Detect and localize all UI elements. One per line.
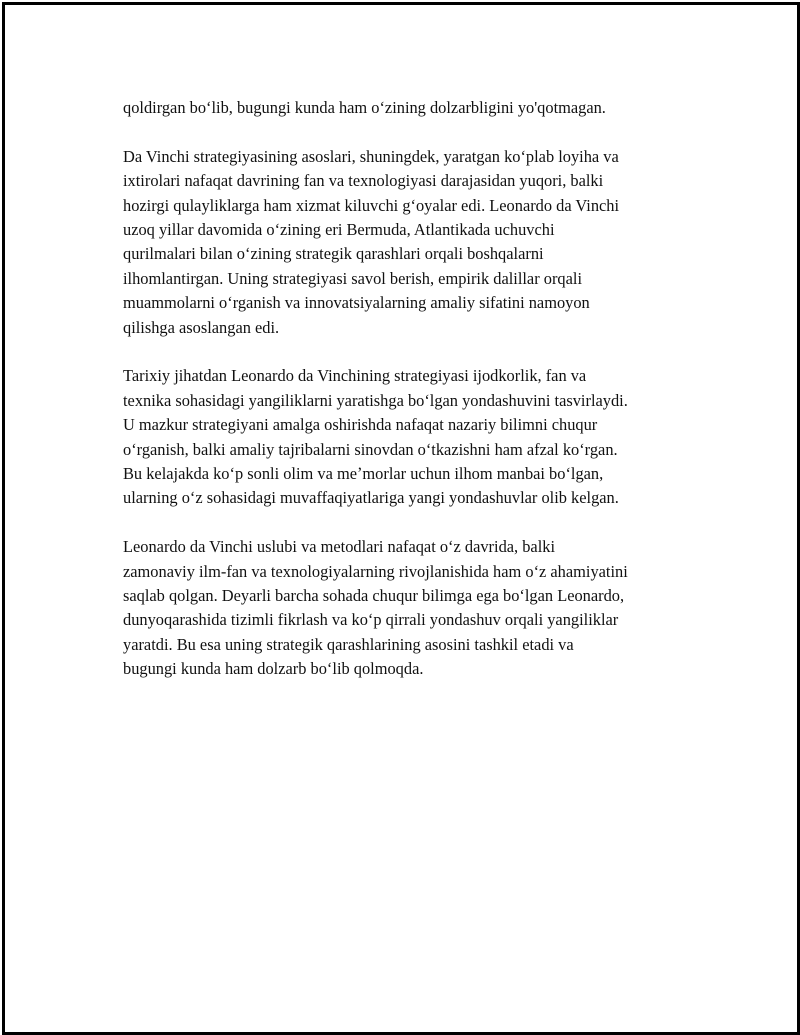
text-line: dunyoqarashida tizimli fikrlash va koʻp qirrali yondashuv orqali yangiliklar [123, 610, 619, 630]
text-line: U mazkur strategiyani amalga oshirishda nafaqat nazariy bilimni chuqur [123, 415, 598, 435]
paragraph-2 [123, 145, 703, 340]
document-body [123, 96, 703, 706]
paragraph-3 [123, 364, 703, 510]
text-line: bugungi kunda ham dolzarb boʻlib qolmoqda. [123, 659, 424, 679]
text-line: muammolarni oʻrganish va innovatsiyalarning amaliy sifatini namoyon [123, 293, 590, 313]
text-line: zamonaviy ilm-fan va texnologiyalarning rivojlanishida ham oʻz ahamiyatini [123, 561, 628, 581]
text-line: hozirgi qulayliklarga ham xizmat kiluvchi gʻoyalar edi. Leonardo da Vinchi [123, 195, 620, 215]
text-line: Da Vinchi strategiyasining asoslari, shuningdek, yaratgan koʻplab loyiha va [123, 146, 619, 166]
page-frame [2, 2, 800, 1035]
text-line: texnika sohasidagi yangiliklarni yaratishga boʻlgan yondashuvini tasvirlaydi. [123, 390, 628, 410]
text-line: ularning oʻz sohasidagi muvaffaqiyatlariga yangi yondashuvlar olib kelgan. [123, 488, 619, 508]
text-line: Tarixiy jihatdan Leonardo da Vinchining strategiyasi ijodkorlik, fan va [123, 366, 587, 386]
text-line: uzoq yillar davomida oʻzining eri Bermuda, Atlantikada uchuvchi [123, 220, 555, 240]
paragraph-1 [123, 96, 703, 120]
text-line: Bu kelajakda koʻp sonli olim va meʼmorlar uchun ilhom manbai boʻlgan, [123, 464, 604, 484]
text-line: ixtirolari nafaqat davrining fan va texnologiyasi darajasidan yuqori, balki [123, 171, 604, 191]
text-line: oʻrganish, balki amaliy tajribalarni sinovdan oʻtkazishni ham afzal koʻrgan. [123, 439, 618, 459]
text-line: Leonardo da Vinchi uslubi va metodlari nafaqat oʻz davrida, balki [123, 537, 556, 557]
text-line: ilhomlantirgan. Uning strategiyasi savol berish, empirik dalillar orqali [123, 268, 582, 288]
paragraph-4 [123, 535, 703, 681]
text-line: qoldirgan boʻlib, bugungi kunda ham oʻzining dolzarbligini yo'qotmagan. [123, 98, 606, 117]
text-line: yaratdi. Bu esa uning strategik qarashlarining asosini tashkil etadi va [123, 634, 574, 654]
text-line: qurilmalari bilan oʻzining strategik qarashlari orqali boshqalarni [123, 244, 544, 264]
text-line: qilishga asoslangan edi. [123, 317, 280, 337]
text-line: saqlab qolgan. Deyarli barcha sohada chuqur bilimga ega boʻlgan Leonardo, [123, 586, 625, 606]
